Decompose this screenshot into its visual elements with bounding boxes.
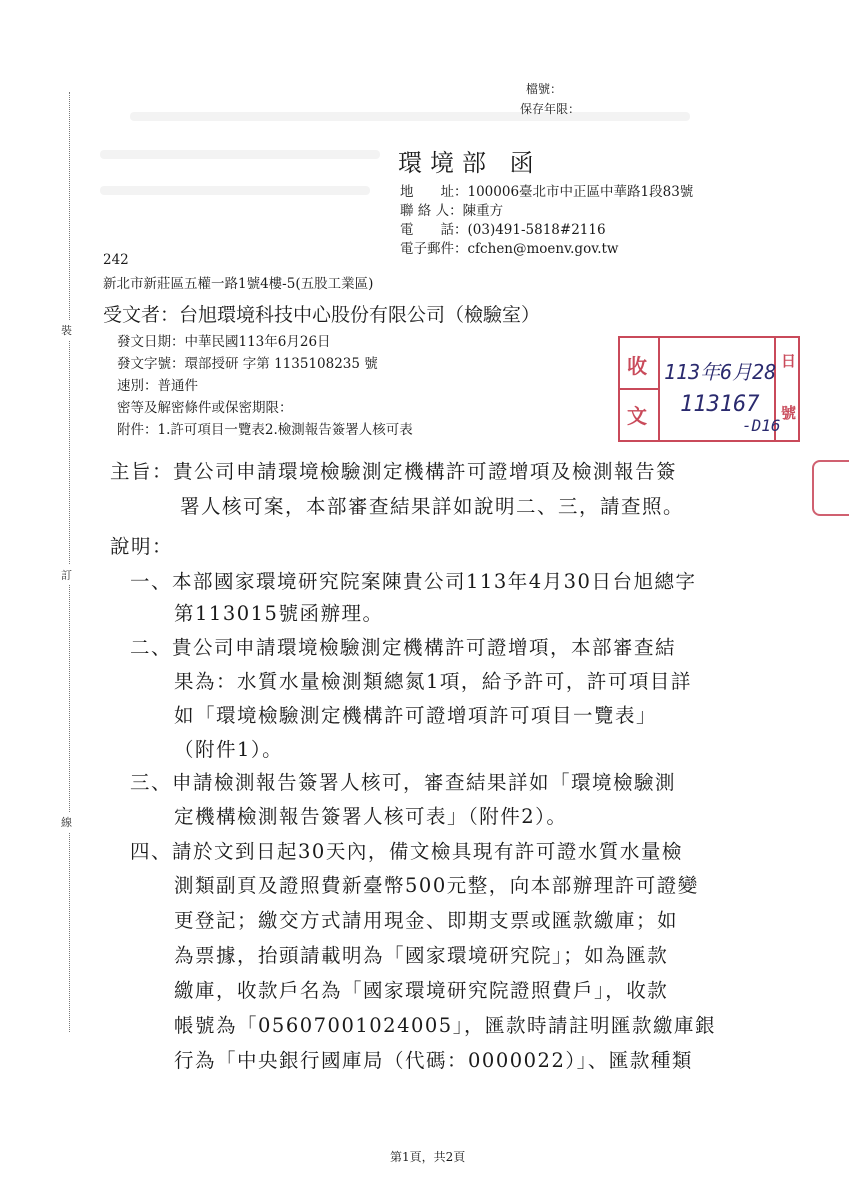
handwritten-number: 113167 (680, 392, 760, 417)
zip-code: 242 (103, 252, 129, 268)
retention-label: 保存年限： (520, 102, 581, 116)
explanation-item-4-line-7: 行為「中央銀行國庫局（代碼：0000022）」、匯款種類 (174, 1049, 693, 1072)
document-number: 發文字號：環部授研 字第 1135108235 號 (117, 356, 378, 372)
contact-person: 聯 絡 人：陳重方 (400, 203, 504, 219)
bleed-through-mark (130, 112, 690, 121)
agency-address: 地 址：100006臺北市中正區中華路1段83號 (400, 184, 694, 200)
subject-line-1: 主旨：貴公司申請環境檢驗測定機構許可證增項及檢測報告簽 (110, 460, 678, 483)
bleed-through-mark (100, 186, 370, 195)
stamp-document-char: 文 (627, 404, 647, 428)
contact-email: 電子郵件：cfchen@moenv.gov.tw (400, 241, 619, 257)
partial-red-seal (812, 460, 849, 516)
recipient-name: 受文者：台旭環境科技中心股份有限公司（檢驗室） (103, 304, 541, 326)
explanation-item-4-line-6: 帳號為「05607001024005」，匯款時請註明匯款繳庫銀 (174, 1014, 716, 1037)
document-title: 環境部 函 (398, 149, 542, 177)
stamp-number-char: 號 (780, 404, 796, 422)
explanation-item-1-line-1: 一、本部國家環境研究院案陳貴公司113年4月30日台旭總字 (130, 570, 697, 593)
handwritten-mark: -D16 (742, 416, 781, 435)
explanation-item-3-line-2: 定機構檢測報告簽署人核可表」（附件2）。 (174, 805, 568, 828)
binding-line (69, 92, 70, 1032)
explanation-item-4-line-1: 四、請於文到日起30天內，備文檢具現有許可證水質水量檢 (130, 840, 683, 863)
binding-mark-middle: 訂 (61, 565, 72, 585)
stamp-received-char: 收 (627, 354, 647, 378)
explanation-item-4-line-2: 測類副頁及證照費新臺幣500元整，向本部辦理許可證變 (174, 874, 699, 897)
explanation-item-2-line-4: （附件1）。 (174, 738, 284, 761)
file-number-label: 檔號： (526, 82, 563, 96)
binding-mark-top: 裝 (61, 320, 72, 340)
explanation-item-4-line-5: 繳庫，收款戶名為「國家環境研究院證照費戶」，收款 (174, 979, 669, 1002)
bleed-through-mark (100, 150, 380, 159)
subject-line-2: 署人核可案，本部審查結果詳如說明二、三，請查照。 (180, 495, 685, 518)
issue-date: 發文日期：中華民國113年6月26日 (117, 334, 331, 350)
explanation-item-3-line-1: 三、申請檢測報告簽署人核可，審查結果詳如「環境檢驗測 (130, 771, 677, 794)
secrecy-level: 密等及解密條件或保密期限： (117, 400, 293, 416)
explanation-item-2-line-3: 如「環境檢驗測定機構許可證增項許可項目一覽表」 (174, 704, 658, 727)
explanation-item-2-line-2: 果為：水質水量檢測類總氮1項，給予許可，許可項目詳 (174, 670, 692, 693)
explanation-item-4-line-3: 更登記；繳交方式請用現金、即期支票或匯款繳庫；如 (174, 909, 679, 932)
explanation-item-4-line-4: 為票據，抬頭請載明為「國家環境研究院」；如為匯款 (174, 944, 669, 967)
handwritten-date: 113年6月28 (664, 360, 777, 384)
binding-mark-bottom: 線 (61, 812, 72, 832)
page-number: 第1頁，共2頁 (390, 1150, 466, 1164)
explanation-item-1-line-2: 第113015號函辦理。 (174, 602, 384, 625)
recipient-address: 新北市新莊區五權一路1號4樓-5(五股工業區) (103, 276, 374, 292)
explanation-item-2-line-1: 二、貴公司申請環境檢驗測定機構許可證增項，本部審查結 (130, 636, 677, 659)
contact-phone: 電 話：(03)491-5818#2116 (400, 222, 606, 238)
attachments: 附件：1.許可項目一覽表2.檢測報告簽署人核可表 (117, 422, 413, 438)
explanation-heading: 說明： (110, 535, 174, 558)
stamp-date-char: 日 (780, 352, 796, 370)
delivery-speed: 速別：普通件 (117, 378, 198, 394)
